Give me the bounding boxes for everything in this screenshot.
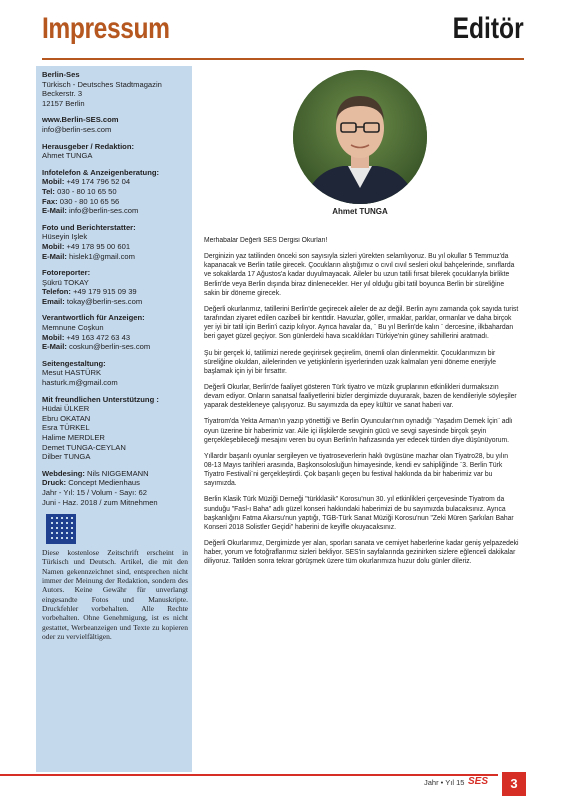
article-paragraph: Değerli Okurlar, Berlin'de faaliyet gösteren Türk tiyatro ve müzik gruplarının etkinlikleri durmaksızın devam ediyor. Onların sanatsal faaliyetlerini bizler dergimizde duyurarak, bazen de kendileriyle söyleşiler yaparak destekleneye çalışıyoruz. Bu sayımızda da epey kültür ve sanat haberi var. xyxy=(204,383,517,410)
web-block xyxy=(42,115,188,134)
print-value: Concept Medienhaus xyxy=(68,478,140,488)
fax-value: 030 - 80 10 65 56 xyxy=(59,196,120,206)
impressum-sidebar xyxy=(36,66,192,772)
email-label: E-Mail: xyxy=(42,206,67,216)
fotoreporter-name: Şükrü TOKAY xyxy=(42,277,89,287)
article-paragraph: Tiyatrom'da Yekta Arman'ın yazıp yönettiği ve Berlin Oyuncuları'nın oynadığı ¨Yaşadım Demek İçin¨ adlı oyun üzerine bir haberimiz var. Aile içi ilişkilerde sevginin gücü ve sevgi sayesinde birçok şeyin gerçekleşebileceği mesajını veren bu oyun Berlin'in hafızasında yer edecek türden diye düşünüyorum. xyxy=(204,418,513,444)
info-phone-block xyxy=(42,168,188,216)
info-phone-heading: Infotelefon & Anzeigenberatung: xyxy=(42,167,159,177)
fax-label: Fax: xyxy=(42,196,58,206)
mobil-label: Mobil: xyxy=(42,241,65,251)
fotoreporter-block xyxy=(42,268,188,306)
editorial-article xyxy=(204,236,520,574)
webdesign-label: Webdesing: xyxy=(42,468,85,478)
fotoreporter-heading: Fotoreporter: xyxy=(42,268,91,278)
info-email-line xyxy=(42,206,188,216)
mobil-value: +49 174 796 52 04 xyxy=(66,177,131,187)
article-paragraph: Berlin Klasik Türk Müziği Derneği "türkklasik" Korosu'nun 30. yıl etkinlikleri çerçevesinde Tiyatrom da sunduğu "Fasl-ı Baha" adlı güzel konseri hakkındaki haberimizi de bu sayımızda bulacaksınız. Ayrıca başkanlığını Fatma Akarsu'nun yaptığı, TGB-Türk Sanat Müziği Korosu'nun "Zeki Müren Şarkıları Bahar Konseri 2018 Solistler Geçidi" haberini de keyifle okuyacaksınız. xyxy=(204,496,514,531)
qr-code-icon[interactable] xyxy=(46,514,76,544)
support-block xyxy=(42,395,188,462)
design-name: Mesut HASTÜRK xyxy=(42,368,102,378)
tel-value: 030 - 80 10 65 50 xyxy=(57,186,117,196)
photo-reporter-heading: Foto und Berichterstatter: xyxy=(42,222,136,232)
info-mobil-line xyxy=(42,177,188,187)
email-value[interactable]: coskun@berlin-ses.com xyxy=(69,342,151,352)
mobil-label: Mobil: xyxy=(42,332,65,342)
sidebar-content xyxy=(42,70,188,641)
ads-name: Memnune Coşkun xyxy=(42,323,104,333)
support-name: Hüdai ÜLKER xyxy=(42,404,90,414)
date-line: Juni - Haz. 2018 / zum Mitnehmen xyxy=(42,497,158,507)
fotoreporter-email-line xyxy=(42,297,188,307)
editor-photo-caption: Ahmet TUNGA xyxy=(332,207,388,216)
design-email[interactable]: hasturk.m@gmail.com xyxy=(42,378,118,388)
webdesign-line xyxy=(42,469,188,479)
tel-label: Tel: xyxy=(42,186,55,196)
design-heading: Seitengestaltung: xyxy=(42,358,106,368)
design-block xyxy=(42,359,188,388)
email-value[interactable]: info@berlin-ses.com xyxy=(69,206,139,216)
photo-reporter-block xyxy=(42,223,188,261)
article-paragraph: Şu bir gerçek ki, tatilimizi nerede geçirirsek geçirelim, önemli olan dinlenmektir. Çocuklarımızın bir süreliğine okuldan, ailelerinden ve yetişkinlerin işyerlerinden uzak kalmaları yeni döneme enerjiyle başlamak için iyi bir fırsattır. xyxy=(204,349,497,375)
ads-heading: Verantwortlich für Anzeigen: xyxy=(42,313,145,323)
mobil-value: +49 163 472 63 43 xyxy=(66,332,131,342)
ads-email-line xyxy=(42,342,188,352)
print-label: Druck: xyxy=(42,478,67,488)
header-rule xyxy=(42,58,524,60)
publisher-name: Berlin-Ses xyxy=(42,70,80,79)
disclaimer-note: Diese kostenlose Zeitschrift erscheint in Türkisch und Deutsch. Artikel, die mit den Namen gekennzeichnet sind, entsprechen nicht immer der Meinung der Redaktion, sondern des Autors. Keine Gewähr für unverlangt eingesandte Fotos und Manuskripte. Druckfehler vorbehalten. Alle Rechte vorbehalten. Ohne Genehmigung, ist es nicht gestattet, Werbeanzeigen und Texte zu kopieren oder zu vervielfältigen. xyxy=(42,548,188,641)
website-link[interactable]: www.Berlin-SES.com xyxy=(42,115,119,125)
editor-title: Editör xyxy=(452,12,524,45)
email-label: Email: xyxy=(42,296,65,306)
info-fax-line xyxy=(42,197,188,207)
mobil-value: +49 178 95 00 601 xyxy=(66,241,131,251)
support-name: Esra TÜRKEL xyxy=(42,423,90,433)
footer-rule xyxy=(0,774,498,776)
support-name: Halime MERDLER xyxy=(42,433,105,442)
publisher-city: 12157 Berlin xyxy=(42,98,85,108)
ads-block xyxy=(42,313,188,351)
mobil-label: Mobil: xyxy=(42,177,65,187)
info-tel-line xyxy=(42,187,188,197)
ads-mobil-line xyxy=(42,333,188,343)
issue-line: Jahr - Yıl: 15 / Volum - Sayı: 62 xyxy=(42,487,147,497)
tel-value: +49 179 915 09 39 xyxy=(73,287,137,297)
support-name: Dilber TUNGA xyxy=(42,452,91,462)
production-block xyxy=(42,469,188,507)
article-paragraph: Yıllardır başarılı oyunlar sergileyen ve tiyatroseverlerin haklı övgüsüne mazhar olan Tiyatro28, bu yılın 08-13 Mayıs tarihleri arasında, Başkonsolosluğun himayesinde, kendi ev sahipliğinde ¨3. Berlin Türk Tiyatro Festivali¨ni gerçekleştirdi. Çok başarılı geçen bu festival hakkında da bir haberimiz var bu sayımızda. xyxy=(204,452,509,488)
editor-block xyxy=(42,142,188,161)
tel-label: Telefon: xyxy=(42,287,71,297)
footer-year-label: Jahr • Yıl 15 xyxy=(424,778,465,787)
editor-name: Ahmet TUNGA xyxy=(42,151,93,161)
editor-portrait xyxy=(293,70,427,204)
photo-reporter-name: Hüseyin Işlek xyxy=(42,232,88,242)
email-label: E-Mail: xyxy=(42,251,67,261)
email-value[interactable]: hislek1@gmail.com xyxy=(69,251,135,261)
info-email-link[interactable]: info@berlin-ses.com xyxy=(42,124,112,134)
article-paragraph: Derginizin yaz tatilinden önceki son sayısıyla sizleri yürekten selamlıyoruz. Bu yıl okullar 5 Temmuz'da kapanacak ve Berlin tatile girecek. Çocukların alıştığımız o cıvıl cıvıl sesleri okul bahçelerinde, sınıflarda ve sokaklarda 17 Ağustos'a kadar duyulmayacak. Aileler bu uzun tatili fırsat bilerek çocuklarıyla birlikte Berlin'de veya Berlin dışında biraz dinlenecekler. Her yıl olduğu gibi tatil boyunca Berlin bir süreliğine sakin bir döneme girecek. xyxy=(204,253,515,297)
publisher-block xyxy=(42,70,188,108)
support-name: Ebru OKATAN xyxy=(42,413,91,423)
editor-heading: Herausgeber / Redaktion: xyxy=(42,141,134,151)
article-paragraph: Değerli Okurlarımız, Dergimizde yer alan, sporları sanata ve cemiyet haberlerine kadar geniş yelpazedeki haber, yorum ve fotoğraflarımız sizleri bekliyor. SES'in sayfalarında gezinirken sizlere eğlenceli dakikalar diliyoruz. Tatilden sonra tekrar görüşmek üzere tüm okurlarımıza huzur dolu günler dileriz. xyxy=(204,540,519,566)
publisher-subtitle: Türkisch - Deutsches Stadtmagazin xyxy=(42,79,162,89)
email-value[interactable]: tokay@berlin-ses.com xyxy=(66,296,143,306)
fotoreporter-tel-line xyxy=(42,287,188,297)
support-heading: Mit freundlichen Unterstützung : xyxy=(42,394,159,404)
email-label: E-Mail: xyxy=(42,342,67,352)
article-paragraph: Merhabalar Değerli SES Dergisi Okurları! xyxy=(204,237,328,244)
article-paragraph: Değerli okurlarımız, tatillerini Berlin'de geçirecek aileler de az değil. Berlin aynı zamanda çok sayıda turist tarafından ziyaret edilen cazibeli bir kenttdir. Havuzlar, göller, ırmaklar, parklar, ormanlar ve daha birçok yer iyi bir tatil için Berlin'i cazip kılıyor. Ayrıca havalar da, ¨ Bu yıl Berlin'de kalın ¨ dercesine, ilkbahardan beri gayet güzel geçiyor. Son günlerdeki hava sıcaklıkları Türkiye'nin güney sahillerini aratmadı. xyxy=(204,305,519,341)
page-number: 3 xyxy=(502,772,526,796)
photo-reporter-email-line xyxy=(42,252,188,262)
webdesign-value: Nils NIGGEMANN xyxy=(87,468,149,478)
support-name: Demet TUNGA-CEYLAN xyxy=(42,442,126,452)
print-line xyxy=(42,478,188,488)
editor-portrait-image xyxy=(293,70,427,204)
ses-logo: SES xyxy=(468,776,489,787)
publisher-street: Beckerstr. 3 xyxy=(42,89,83,99)
photo-reporter-mobil-line xyxy=(42,242,188,252)
impressum-title: Impressum xyxy=(42,12,170,45)
